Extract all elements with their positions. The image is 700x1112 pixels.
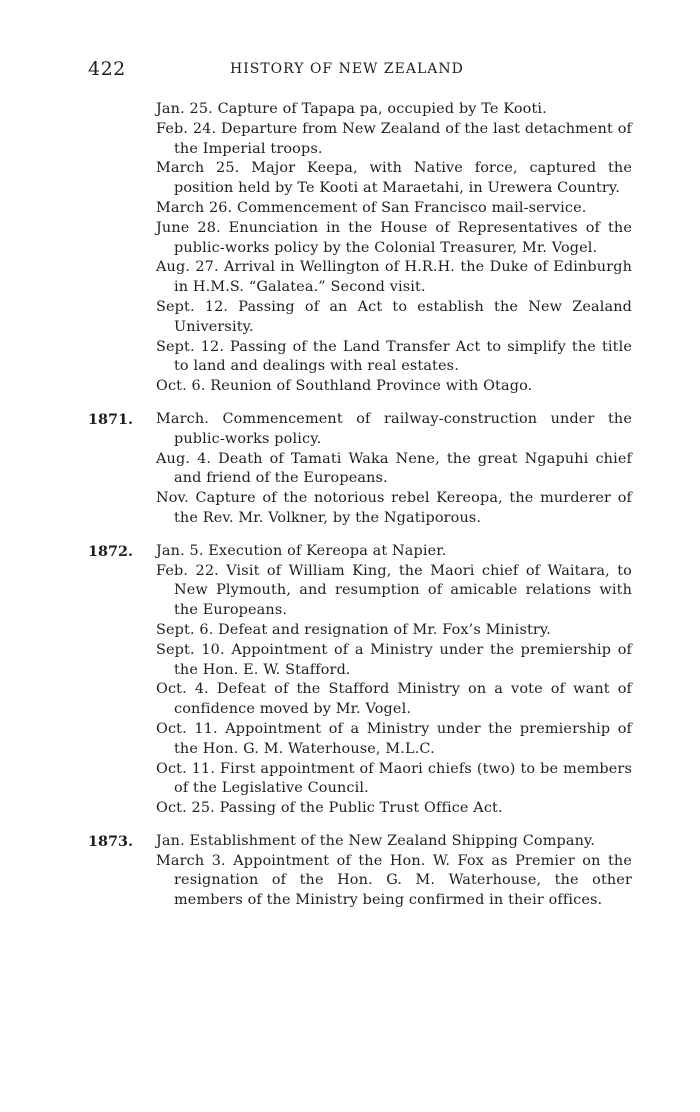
- chronology-entry: March. Commencement of railway-construction under the public-works policy.: [156, 410, 632, 447]
- chronology-entry: Sept. 12. Passing of the Land Transfer Act to simplify the title to land and dealings with real estates.: [156, 338, 632, 375]
- year-label: 1871.: [88, 410, 134, 428]
- year-group-1870-continued: [88, 100, 632, 397]
- chronology-entry: Aug. 27. Arrival in Wellington of H.R.H. the Duke of Edinburgh in H.M.S. “Galatea.” Second visit.: [156, 259, 632, 296]
- year-label: 1872.: [88, 542, 134, 560]
- entry-list: [156, 100, 632, 397]
- chronology-entry: Aug. 4. Death of Tamati Waka Nene, the great Ngapuhi chief and friend of the Europeans.: [156, 450, 632, 487]
- chronology-entry: Oct. 4. Defeat of the Stafford Ministry on a vote of want of confidence moved by Mr. Vogel.: [156, 681, 632, 718]
- entry-list: [156, 542, 632, 819]
- chronology-entry: Feb. 22. Visit of William King, the Maori chief of Waitara, to New Plymouth, and resumption of amicable relations with the Europeans.: [156, 562, 632, 619]
- year-group-1871: [88, 410, 632, 529]
- chronology-entry: March 25. Major Keepa, with Native force, captured the position held by Te Kooti at Maraetahi, in Urewera Country.: [156, 160, 632, 197]
- chronology-entry: Sept. 12. Passing of an Act to establish the New Zealand University.: [156, 298, 632, 335]
- year-group-1873: [88, 832, 632, 911]
- chronology-entry: March 3. Appointment of the Hon. W. Fox as Premier on the resignation of the Hon. G. M. Waterhouse, the other members of the Ministry being confirmed in their offices.: [156, 852, 632, 909]
- chronology-entry: June 28. Enunciation in the House of Representatives of the public-works policy by the Colonial Treasurer, Mr. Vogel.: [156, 219, 632, 256]
- running-title: HISTORY OF NEW ZEALAND: [230, 61, 464, 77]
- chronology-entry: Jan. 25. Capture of Tapapa pa, occupied by Te Kooti.: [156, 101, 547, 117]
- chronology-entry: Sept. 6. Defeat and resignation of Mr. Fox’s Ministry.: [156, 621, 552, 638]
- chronology-body: [88, 100, 632, 911]
- page-number: 422: [88, 58, 126, 80]
- chronology-entry: Oct. 6. Reunion of Southland Province with Otago.: [156, 378, 533, 395]
- page-header: [88, 58, 632, 82]
- chronology-entry: Oct. 25. Passing of the Public Trust Office Act.: [156, 800, 503, 817]
- year-label: 1873.: [88, 832, 134, 850]
- year-group-1872: [88, 542, 632, 819]
- chronology-entry: March 26. Commencement of San Francisco mail-service.: [156, 199, 587, 216]
- chronology-entry: Sept. 10. Appointment of a Ministry under the premiership of the Hon. E. W. Stafford.: [156, 641, 632, 678]
- chronology-entry: Oct. 11. Appointment of a Ministry under the premiership of the Hon. G. M. Waterhouse, M.L.C.: [156, 720, 632, 757]
- chronology-entry: Nov. Capture of the notorious rebel Kereopa, the murderer of the Rev. Mr. Volkner, by the Ngatiporous.: [156, 490, 632, 526]
- entry-list: [156, 832, 632, 911]
- chronology-entry: Feb. 24. Departure from New Zealand of the last detachment of the Imperial troops.: [156, 120, 632, 157]
- chronology-entry: Jan. Establishment of the New Zealand Shipping Company.: [156, 832, 596, 849]
- chronology-entry: Jan. 5. Execution of Kereopa at Napier.: [156, 542, 447, 559]
- entry-list: [156, 410, 632, 529]
- chronology-entry: Oct. 11. First appointment of Maori chiefs (two) to be members of the Legislative Council.: [156, 760, 632, 797]
